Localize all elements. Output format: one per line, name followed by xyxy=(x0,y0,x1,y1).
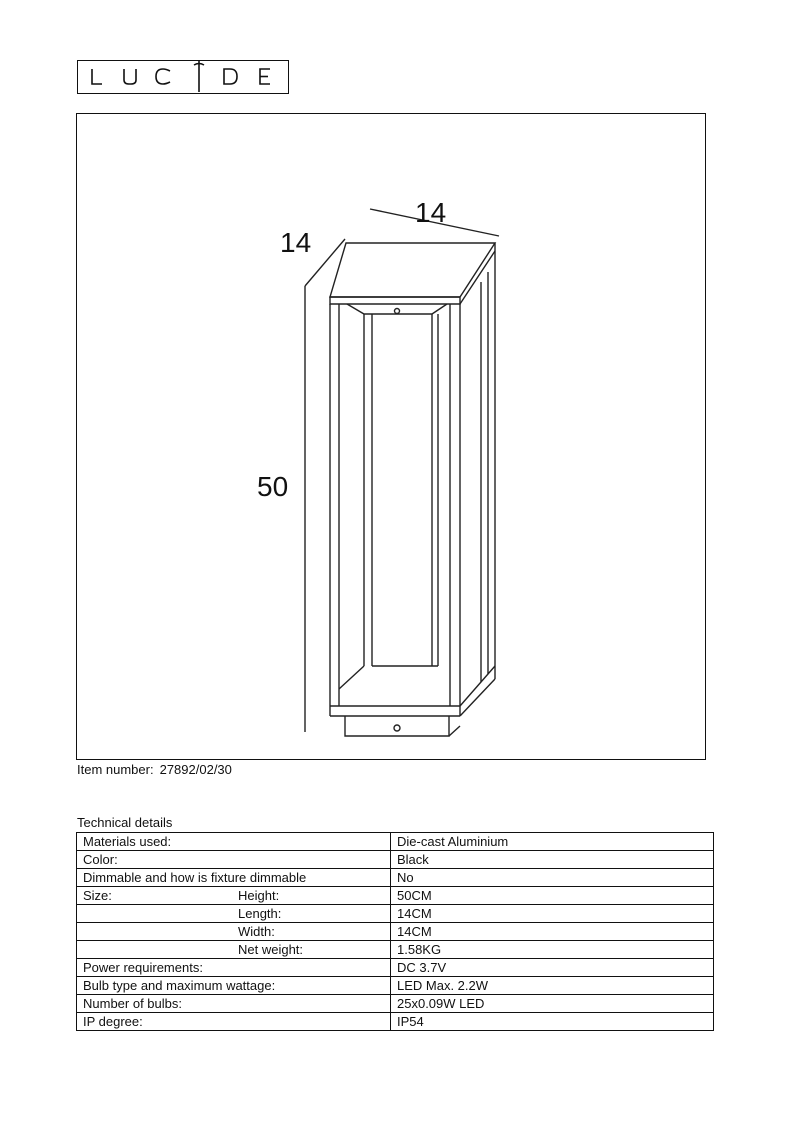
item-number xyxy=(77,762,232,777)
table-row xyxy=(77,1013,714,1031)
table-row xyxy=(77,851,714,869)
technical-drawing-frame xyxy=(76,113,706,760)
spec-value: 50CM xyxy=(391,887,714,905)
height-dimension-label: 50 xyxy=(257,471,289,502)
lucide-logo xyxy=(77,60,289,94)
spec-value: No xyxy=(391,869,714,887)
spec-label: Power requirements: xyxy=(77,959,391,977)
length-sublabel: Length: xyxy=(238,906,282,921)
spec-value: IP54 xyxy=(391,1013,714,1031)
width-dimension-label: 14 xyxy=(415,197,447,228)
spec-value: 14CM xyxy=(391,923,714,941)
spec-label: IP degree: xyxy=(77,1013,391,1031)
item-number-value: 27892/02/30 xyxy=(159,762,232,777)
spec-label xyxy=(77,923,391,941)
table-row xyxy=(77,959,714,977)
lamp-drawing xyxy=(77,114,707,761)
table-row xyxy=(77,995,714,1013)
table-row xyxy=(77,923,714,941)
table-row xyxy=(77,887,714,905)
spec-label xyxy=(77,887,391,905)
spec-label: Color: xyxy=(77,851,391,869)
spec-value: LED Max. 2.2W xyxy=(391,977,714,995)
spec-label xyxy=(77,941,391,959)
net-weight-sublabel: Net weight: xyxy=(238,942,304,957)
spec-value: Die-cast Aluminium xyxy=(391,833,714,851)
item-number-label: Item number: xyxy=(77,762,154,777)
spec-label: Materials used: xyxy=(77,833,391,851)
lucide-logo-mark xyxy=(78,61,287,92)
spec-value: 25x0.09W LED xyxy=(391,995,714,1013)
table-row xyxy=(77,833,714,851)
spec-label xyxy=(77,905,391,923)
spec-label: Number of bulbs: xyxy=(77,995,391,1013)
technical-details-caption: Technical details xyxy=(77,815,173,830)
spec-value: Black xyxy=(391,851,714,869)
spec-value: 1.58KG xyxy=(391,941,714,959)
spec-label: Dimmable and how is fixture dimmable xyxy=(77,869,391,887)
technical-details-table xyxy=(76,832,714,1031)
spec-value: DC 3.7V xyxy=(391,959,714,977)
width-sublabel: Width: xyxy=(238,924,275,939)
size-label: Size: xyxy=(83,888,112,903)
depth-dimension-label: 14 xyxy=(280,227,312,258)
table-row xyxy=(77,869,714,887)
spec-label: Bulb type and maximum wattage: xyxy=(77,977,391,995)
table-row xyxy=(77,977,714,995)
table-row xyxy=(77,905,714,923)
table-row xyxy=(77,941,714,959)
spec-value: 14CM xyxy=(391,905,714,923)
height-sublabel: Height: xyxy=(238,888,280,903)
